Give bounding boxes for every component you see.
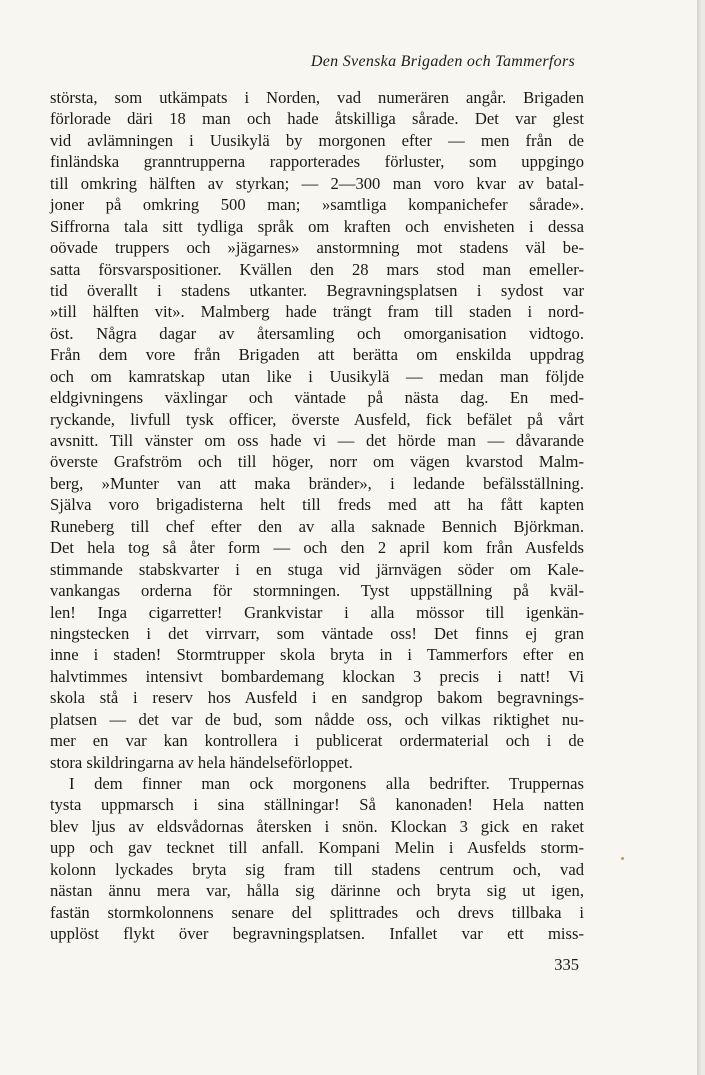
text-line: ryckande, livfull tysk officer, överste Ausfeld, fick befälet på vårt (50, 409, 584, 429)
text-line: Runeberg till chef efter den av alla saknade Bennich Björkman. (50, 516, 584, 536)
page-number: 335 (554, 955, 579, 974)
text-line: Från dem vore från Brigaden att berätta om enskilda uppdrag (50, 345, 584, 365)
text-line: öst. Några dagar av återsamling och omorganisation vidtogo. (50, 323, 584, 343)
text-line: halvtimmes intensivt bombardemang klockan 3 precis i natt! Vi (50, 666, 584, 686)
text-line: fastän stormkolonnens senare del splittrades och drevs tillbaka i (50, 902, 584, 922)
text-line: stimmande stabskvarter i en stuga vid järnvägen söder om Kale- (50, 559, 584, 579)
text-line: oövade truppers och »jägarnes» anstormning mot stadens väl be- (50, 238, 584, 258)
text-line: till omkring hälften av styrkan; — 2—300 man voro kvar av batal- (50, 173, 584, 193)
text-line: Själva voro brigadisterna helt till freds med att ha fått kapten (50, 495, 584, 515)
text-line: Det hela tog så åter form — och den 2 april kom från Ausfelds (50, 538, 584, 558)
running-header: Den Svenska Brigaden och Tammerfors (310, 53, 575, 70)
text-line: upplöst flykt över begravningsplatsen. Infallet var ett miss- (50, 924, 584, 944)
text-line: tid överallt i stadens utkanter. Begravningsplatsen i sydost var (50, 280, 584, 300)
text-line: finländska granntrupperna rapporterades förluster, som uppgingo (50, 152, 584, 172)
text-line: största, som utkämpats i Norden, vad numerären angår. Brigaden (50, 88, 584, 107)
text-line: len! Inga cigarretter! Grankvistar i alla mössor till igenkän- (50, 602, 584, 622)
text-line: »till hälften vit». Malmberg hade trängt fram till staden i nord- (50, 302, 584, 322)
text-line: vankangas orderna för stormningen. Tyst uppställning på kväl- (50, 581, 584, 601)
text-line: satta försvarspositioner. Kvällen den 28 mars stod man emeller- (50, 259, 584, 279)
text-line: platsen — det var de bud, som nådde oss, och vilkas riktighet nu- (50, 709, 584, 729)
text-line: Siffrorna tala sitt tydliga språk om kraften och envisheten i dessa (50, 216, 584, 236)
paper-speck (621, 857, 624, 860)
text-line: och om kamratskap utan like i Uusikylä — medan man följde (50, 366, 584, 386)
text-line: stora skildringarna av hela händelseförloppet. (50, 752, 353, 772)
body-text (50, 87, 584, 945)
text-line: blev ljus av eldsvådornas återsken i snön. Klockan 3 gick en raket (50, 816, 584, 836)
text-line: överste Grafström och till höger, norr om vägen kvarstod Malm- (50, 452, 584, 472)
text-line: I dem finner man ock morgonens alla bedrifter. Truppernas (69, 774, 584, 793)
text-line: eldgivningens växlingar och väntade på nästa dag. En med- (50, 388, 584, 408)
text-line: inne i staden! Stormtrupper skola bryta in i Tammerfors efter en (50, 645, 584, 665)
text-line: kolonn lyckades bryta sig fram till stadens centrum och, vad (50, 859, 584, 879)
text-line: ningstecken i det virrvarr, som väntade oss! Det finns ej gran (50, 623, 584, 643)
text-line: joner på omkring 500 man; »samtliga kompanichefer sårade». (50, 195, 584, 215)
text-line: avsnitt. Till vänster om oss hade vi — det hörde man — dåvarande (50, 431, 584, 450)
text-line: upp och gav tecknet till anfall. Kompani Melin i Ausfelds storm- (50, 838, 584, 858)
text-line: berg, »Munter van att maka bränder», i ledande befälsställning. (50, 473, 584, 493)
text-line: skola stå i reserv hos Ausfeld i en sandgrop bakom begravnings- (50, 688, 584, 708)
text-line: tysta uppmarsch i sina ställningar! Så kanonaden! Hela natten (50, 795, 584, 815)
text-line: vid avlämningen i Uusikylä by morgonen efter — men från de (50, 130, 584, 150)
text-line: förlorade däri 18 man och hade åtskilliga sårade. Det var glest (50, 109, 584, 129)
text-line: nästan ännu mera var, hålla sig därinne och bryta sig ut igen, (50, 881, 584, 901)
text-line: mer en var kan kontrollera i publicerat ordermaterial och i de (50, 731, 584, 751)
